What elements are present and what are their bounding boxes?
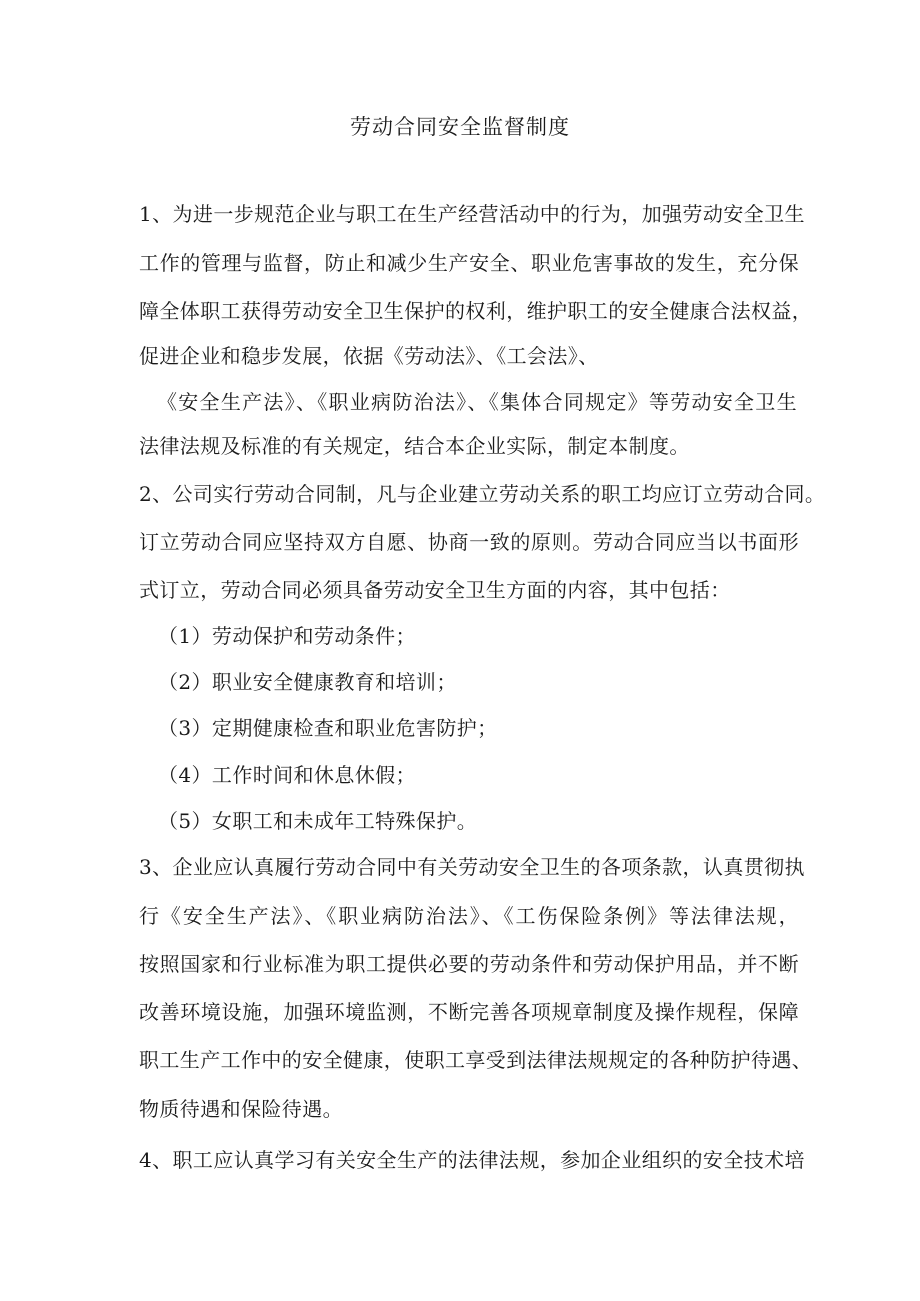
paragraph-line: 1、为进一步规范企业与职工在生产经营活动中的行为，加强劳动安全卫生 [139,202,805,226]
list-item: （5）女职工和未成年工特殊保护。 [158,809,478,833]
paragraph-line: 行《安全生产法》、《职业病防治法》、《工伤保险条例》等法律法规， [139,904,799,928]
paragraph-line: 法律法规及标准的有关规定，结合本企业实际，制定本制度。 [139,434,690,458]
list-item: （3）定期健康检查和职业危害防护； [158,716,498,740]
paragraph-line: 4、职工应认真学习有关安全生产的法律法规，参加企业组织的安全技术培 [139,1148,805,1172]
list-item: （4）工作时间和休息休假； [158,763,416,787]
paragraph-line: 《安全生产法》、《职业病防治法》、《集体合同规定》等劳动安全卫生 [157,390,797,414]
paragraph-line: 改善环境设施，加强环境监测，不断完善各项规章制度及操作规程，保障 [139,1000,799,1024]
paragraph-line: 职工生产工作中的安全健康，使职工享受到法律法规规定的各种防护待遇、 [139,1048,813,1072]
paragraph-line: 订立劳动合同应坚持双方自愿、协商一致的原则。劳动合同应当以书面形 [139,530,799,554]
list-item: （1）劳动保护和劳动条件； [158,624,416,648]
paragraph-line: 工作的管理与监督，防止和减少生产安全、职业危害事故的发生，充分保 [139,251,799,275]
paragraph-line: 式订立，劳动合同必须具备劳动安全卫生方面的内容，其中包括： [139,578,731,602]
document-title: 劳动合同安全监督制度 [350,115,570,139]
paragraph-line: 物质待遇和保险待遇。 [139,1097,343,1121]
paragraph-line: 2、公司实行劳动合同制，凡与企业建立劳动关系的职工均应订立劳动合同。 [139,482,826,506]
paragraph-line: 按照国家和行业标准为职工提供必要的劳动条件和劳动保护用品，并不断 [139,952,799,976]
list-item: （2）职业安全健康教育和培训； [158,670,457,694]
paragraph-line: 障全体职工获得劳动安全卫生保护的权利，维护职工的安全健康合法权益， [139,299,813,323]
paragraph-line: 促进企业和稳步发展，依据《劳动法》、《工会法》、 [139,344,599,368]
paragraph-line: 3、企业应认真履行劳动合同中有关劳动安全卫生的各项条款，认真贯彻执 [139,855,805,879]
